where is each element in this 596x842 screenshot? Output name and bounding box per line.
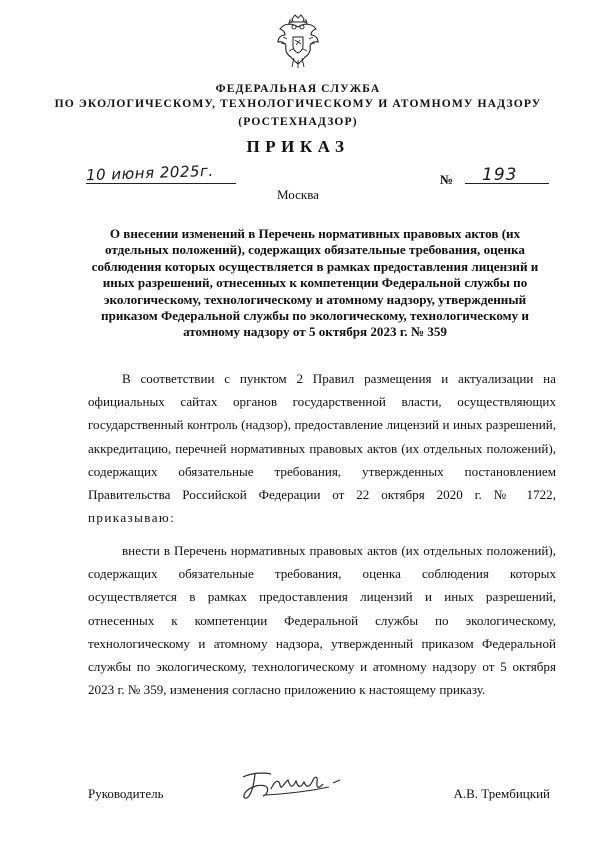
number-sign: № xyxy=(440,172,454,187)
body-paragraph-1 xyxy=(88,367,556,529)
signatory-position: Руководитель xyxy=(88,786,164,801)
city: Москва xyxy=(277,187,319,202)
org-abbreviation: (РОСТЕХНАДЗОР) xyxy=(238,115,358,128)
order-word: приказываю: xyxy=(88,510,176,526)
date-underline xyxy=(86,183,236,184)
document-title: ПРИКАЗ xyxy=(246,137,350,156)
org-name-line-2: ПО ЭКОЛОГИЧЕСКОМУ, ТЕХНОЛОГИЧЕСКОМУ И АТОМНОМУ НАДЗОРУ xyxy=(54,97,542,110)
handwritten-number: 193 xyxy=(482,165,518,185)
coat-of-arms-icon xyxy=(275,13,321,69)
signatory-name: А.В. Трембицкий xyxy=(453,786,550,801)
handwritten-date: 10 июня 2025г. xyxy=(85,161,214,185)
document-subject: О внесении изменений в Перечень нормативных правовых актов (их отдельных положений), содержащих обязательные требования, оценка соблюдения которых осуществляется в рамках предоставления лицензий и иных разрешений, отнесенных к компетенции Федеральной службы по экологическому, технологическому и атомному надзору, утвержденный приказом Федеральной службы по экологическому, технологическому и атомному надзору от 5 октября 2023 г. № 359 xyxy=(91,226,539,340)
paragraph-1-text: В соответствии с пунктом 2 Правил размещения и актуализации на официальных сайтах органов государственной власти, осуществляющих государственный контроль (надзор), предоставление лицензий и иных разрешений, аккредитацию, перечней нормативных правовых актов (их отдельных положений), содержащих обязательные требования, утвержденных постановлением Правительства Российской Федерации от 22 октября 2020 г. № 1722, xyxy=(88,371,556,503)
number-underline xyxy=(465,183,549,184)
org-name-line-1: ФЕДЕРАЛЬНАЯ СЛУЖБА xyxy=(215,82,381,95)
body-paragraph-2: внести в Перечень нормативных правовых актов (их отдельных положений), содержащих обязательные требования, оценка соблюдения которых осуществляется в рамках предоставления лицензий и иных разрешений, отнесенных к компетенции Федеральной службы по экологическому, технологическому и атомному надзора, утвержденный приказом Федеральной службы по экологическому, технологическому и атомному надзору от 5 октября 2023 г. № 359, изменения согласно приложению к настоящему приказу. xyxy=(88,543,556,698)
handwritten-signature xyxy=(237,765,347,803)
